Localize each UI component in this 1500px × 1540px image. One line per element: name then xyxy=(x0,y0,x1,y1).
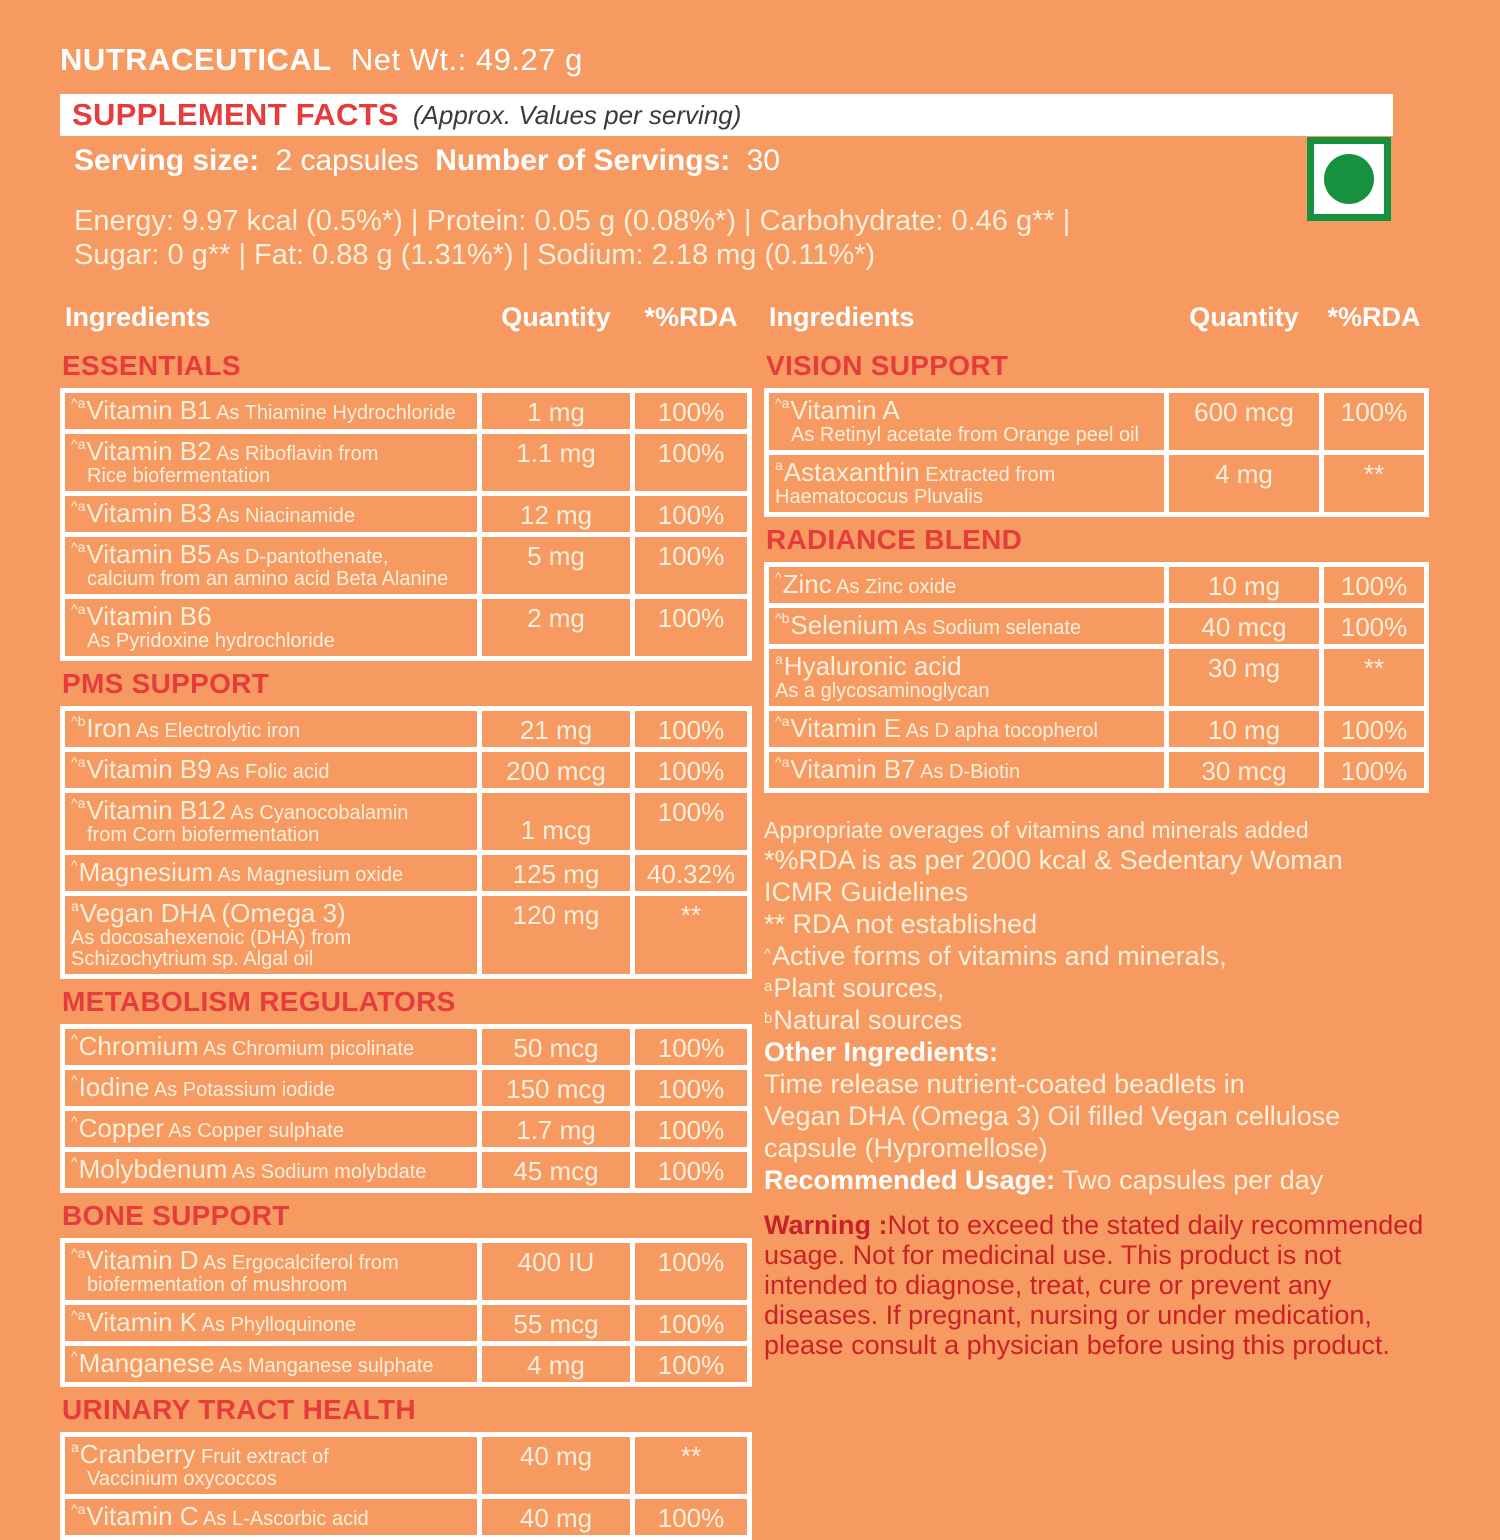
rda-cell: 100% xyxy=(635,711,747,747)
table-row xyxy=(65,1499,747,1535)
rda-cell: 100% xyxy=(1324,608,1424,644)
ingredient-cell xyxy=(65,496,477,532)
quantity-cell: 5 mg xyxy=(482,537,630,594)
header-rda: *%RDA xyxy=(1327,302,1421,332)
table-row xyxy=(65,496,747,532)
rda-cell: 100% xyxy=(635,1499,747,1535)
table-row xyxy=(65,855,747,891)
ingredient-cell xyxy=(65,1152,477,1188)
rda-cell: 40.32% xyxy=(635,855,747,891)
rda-cell: 100% xyxy=(635,1305,747,1341)
table-section xyxy=(764,562,1429,793)
ingredient-cell xyxy=(65,1305,477,1341)
table-row xyxy=(65,393,747,429)
rda-cell: ** xyxy=(1324,455,1424,512)
superscript-marker: ^a xyxy=(71,754,86,770)
section-title: VISION SUPPORT xyxy=(766,350,1009,381)
header-ingredients: Ingredients xyxy=(769,302,915,332)
rda-cell: 100% xyxy=(635,496,747,532)
ingredient-cell xyxy=(769,567,1164,603)
table-row xyxy=(65,599,747,656)
table-row xyxy=(769,393,1424,450)
note-line: Appropriate overages of vitamins and minerals added xyxy=(764,817,1309,843)
ingredient-cell xyxy=(65,1029,477,1065)
table-row xyxy=(65,1346,747,1382)
superscript-marker: ^a xyxy=(71,395,86,411)
superscript-marker: ^b xyxy=(71,713,86,729)
ingredient-name: Vitamin B2 xyxy=(86,436,212,466)
quantity-cell: 125 mg xyxy=(482,855,630,891)
section-title: ESSENTIALS xyxy=(62,350,241,381)
quantity-cell: 4 mg xyxy=(482,1346,630,1382)
table-row xyxy=(65,1437,747,1494)
superscript-marker: ^a xyxy=(71,795,86,811)
ingredient-desc: Fruit extract of xyxy=(195,1446,329,1468)
superscript-marker: ^ xyxy=(71,1348,78,1364)
ingredient-desc-line: biofermentation of mushroom xyxy=(87,1274,348,1296)
table-row xyxy=(65,1029,747,1065)
superscript-marker: ^a xyxy=(775,713,790,729)
warning-text: Not to exceed the stated daily recommended usage. Not for medicinal use. This product is not intended to diagnose, treat, cure or prevent any diseases. If pregnant, nursing or under medication, please consult a physician before using this product. xyxy=(764,1210,1424,1360)
superscript-marker: ^a xyxy=(71,436,86,452)
header-quantity: Quantity xyxy=(501,302,611,332)
quantity-cell: 1.1 mg xyxy=(482,434,630,491)
ingredient-desc: As D apha tocopherol xyxy=(901,720,1098,742)
ingredient-name: Vitamin C xyxy=(86,1501,199,1531)
ingredient-cell xyxy=(65,1070,477,1106)
ingredient-desc: As Folic acid xyxy=(211,761,330,783)
superscript-marker: ^a xyxy=(71,1501,86,1517)
table-section xyxy=(764,388,1429,517)
ingredient-desc: As Riboflavin from xyxy=(211,443,379,465)
left-ingredient-table xyxy=(60,302,752,1540)
ingredient-cell xyxy=(65,1437,477,1494)
serving-size-value: 2 capsules xyxy=(275,144,419,177)
quantity-cell: 1 mcg xyxy=(482,793,630,850)
header-quantity: Quantity xyxy=(1189,302,1299,332)
section-title: RADIANCE BLEND xyxy=(766,524,1023,555)
quantity-cell: 45 mcg xyxy=(482,1152,630,1188)
serving-line xyxy=(60,144,1500,178)
superscript-marker: ^ xyxy=(764,946,772,963)
other-ingredients-line: capsule (Hypromellose) xyxy=(764,1133,1048,1163)
right-table-header xyxy=(764,302,1429,333)
ingredient-name: Hyaluronic acid xyxy=(783,651,962,681)
product-type-label: NUTRACEUTICAL xyxy=(60,42,332,77)
table-row xyxy=(65,793,747,850)
ingredient-desc-line: As Pyridoxine hydrochloride xyxy=(87,630,335,652)
left-table-header xyxy=(60,302,752,333)
other-ingredients-label: Other Ingredients: xyxy=(764,1037,999,1067)
rda-cell: ** xyxy=(635,896,747,974)
quantity-cell: 200 mcg xyxy=(482,752,630,788)
table-row xyxy=(65,752,747,788)
supplement-facts-subtitle: (Approx. Values per serving) xyxy=(412,99,742,130)
ingredient-desc-line: Vaccinium oxycoccos xyxy=(87,1468,277,1490)
recommended-usage-value: Two capsules per day xyxy=(1055,1165,1324,1195)
vegetarian-mark-dot xyxy=(1324,154,1374,204)
ingredient-desc: As Thiamine Hydrochloride xyxy=(211,402,456,424)
superscript-marker: ^ xyxy=(71,857,78,873)
rda-cell: 100% xyxy=(635,1243,747,1300)
ingredient-desc: As L-Ascorbic acid xyxy=(198,1508,369,1530)
superscript-marker: a xyxy=(71,1439,79,1455)
table-section xyxy=(60,1238,752,1387)
ingredient-name: Chromium xyxy=(78,1031,199,1061)
superscript-marker: ^b xyxy=(775,610,790,626)
serving-size-label: Serving size: xyxy=(74,144,260,177)
ingredient-name: Molybdenum xyxy=(78,1154,228,1184)
ingredient-desc-line: calcium from an amino acid Beta Alanine xyxy=(87,568,449,590)
note-line: $^a$Plant sources, xyxy=(764,973,945,1003)
rda-cell: 100% xyxy=(635,793,747,850)
ingredient-cell xyxy=(65,1346,477,1382)
ingredient-desc: As Magnesium oxide xyxy=(212,864,404,886)
quantity-cell: 40 mg xyxy=(482,1499,630,1535)
ingredient-desc-line: Haematococus Pluvalis xyxy=(775,486,983,508)
rda-cell: ** xyxy=(1324,649,1424,706)
servings-count-value: 30 xyxy=(746,144,780,177)
ingredient-desc: Extracted from xyxy=(919,464,1056,486)
table-row xyxy=(769,567,1424,603)
table-section xyxy=(60,1024,752,1193)
ingredient-cell xyxy=(65,1111,477,1147)
warning-paragraph xyxy=(764,1210,1424,1360)
ingredient-desc-line: Schizochytrium sp. Algal oil xyxy=(71,948,314,970)
quantity-cell: 600 mcg xyxy=(1169,393,1319,450)
section-title: METABOLISM REGULATORS xyxy=(62,986,456,1017)
table-row xyxy=(769,649,1424,706)
ingredient-desc: As Manganese sulphate xyxy=(214,1355,434,1377)
rda-footnotes xyxy=(764,817,1429,1036)
ingredient-cell xyxy=(65,537,477,594)
quantity-cell: 40 mg xyxy=(482,1437,630,1494)
ingredient-cell xyxy=(65,599,477,656)
ingredient-desc: As Sodium selenate xyxy=(898,617,1082,639)
superscript-marker: ^a xyxy=(71,1245,86,1261)
footnotes-block xyxy=(764,817,1429,1196)
quantity-cell: 2 mg xyxy=(482,599,630,656)
servings-count-label: Number of Servings: xyxy=(435,144,731,177)
table-row xyxy=(769,711,1424,747)
table-row xyxy=(65,537,747,594)
ingredient-cell xyxy=(769,393,1164,450)
rda-cell: 100% xyxy=(1324,567,1424,603)
section-title: PMS SUPPORT xyxy=(62,668,270,699)
quantity-cell: 400 IU xyxy=(482,1243,630,1300)
ingredient-cell xyxy=(65,793,477,850)
quantity-cell: 1 mg xyxy=(482,393,630,429)
rda-cell: 100% xyxy=(635,599,747,656)
other-ingredients-line: Vegan DHA (Omega 3) Oil filled Vegan cellulose xyxy=(764,1101,1341,1131)
ingredient-name: Vitamin B12 xyxy=(86,795,227,825)
section-title: URINARY TRACT HEALTH xyxy=(62,1394,416,1425)
note-line: *%RDA is as per 2000 kcal & Sedentary Woman xyxy=(764,845,1343,875)
ingredient-desc-line: Rice biofermentation xyxy=(87,465,271,487)
ingredient-desc: As Sodium molybdate xyxy=(227,1161,427,1183)
vegetarian-mark-icon xyxy=(1307,137,1391,221)
superscript-marker: ^ xyxy=(71,1154,78,1170)
rda-cell: 100% xyxy=(1324,393,1424,450)
ingredient-name: Vitamin B6 xyxy=(86,601,212,631)
superscript-marker: ^ xyxy=(71,1113,78,1129)
rda-cell: 100% xyxy=(1324,752,1424,788)
ingredient-name: Vitamin B7 xyxy=(790,754,916,784)
quantity-cell: 12 mg xyxy=(482,496,630,532)
ingredient-name: Magnesium xyxy=(78,857,213,887)
left-table-body xyxy=(60,343,752,1540)
ingredient-name: Vitamin B5 xyxy=(86,539,212,569)
ingredient-name: Vitamin B9 xyxy=(86,754,212,784)
rda-cell: 100% xyxy=(635,537,747,594)
right-ingredient-table xyxy=(764,302,1429,1540)
quantity-cell: 1.7 mg xyxy=(482,1111,630,1147)
rda-cell: 100% xyxy=(635,1070,747,1106)
rda-cell: 100% xyxy=(635,1346,747,1382)
note-line: ^Active forms of vitamins and minerals, xyxy=(764,941,1227,971)
ingredient-desc: As Chromium picolinate xyxy=(198,1038,415,1060)
ingredient-desc-line: As docosahexenoic (DHA) from xyxy=(71,927,352,949)
superscript-marker: a xyxy=(764,978,773,995)
quantity-cell: 40 mcg xyxy=(1169,608,1319,644)
table-section xyxy=(60,388,752,661)
ingredient-cell xyxy=(769,608,1164,644)
quantity-cell: 21 mg xyxy=(482,711,630,747)
header-ingredients: Ingredients xyxy=(65,302,211,332)
warning-label: Warning : xyxy=(764,1210,888,1240)
ingredient-name: Zinc xyxy=(782,569,832,599)
other-ingredients-line: Time release nutrient-coated beadlets in xyxy=(764,1069,1245,1099)
table-row xyxy=(65,1152,747,1188)
superscript-marker: b xyxy=(764,1010,773,1027)
header-rda: *%RDA xyxy=(644,302,738,332)
ingredient-cell xyxy=(65,1499,477,1535)
ingredient-cell xyxy=(65,1243,477,1300)
note-line: ICMR Guidelines xyxy=(764,877,969,907)
net-weight: Net Wt.: 49.27 g xyxy=(350,42,583,77)
ingredient-name: Vitamin E xyxy=(790,713,902,743)
quantity-cell: 55 mcg xyxy=(482,1305,630,1341)
ingredient-cell xyxy=(65,752,477,788)
ingredient-desc: As Phylloquinone xyxy=(197,1314,357,1336)
ingredient-name: Vitamin B1 xyxy=(86,395,212,425)
rda-cell: 100% xyxy=(635,434,747,491)
ingredient-desc: As Electrolytic iron xyxy=(131,720,301,742)
table-row xyxy=(65,434,747,491)
table-row xyxy=(769,455,1424,512)
table-row xyxy=(769,752,1424,788)
superscript-marker: ^ xyxy=(71,1072,78,1088)
quantity-cell: 50 mcg xyxy=(482,1029,630,1065)
rda-cell: 100% xyxy=(635,752,747,788)
quantity-cell: 30 mcg xyxy=(1169,752,1319,788)
right-table-body xyxy=(764,343,1429,793)
rda-cell: ** xyxy=(635,1437,747,1494)
ingredient-cell xyxy=(65,434,477,491)
quantity-cell: 30 mg xyxy=(1169,649,1319,706)
ingredient-desc: As Ergocalciferol from xyxy=(198,1252,399,1274)
ingredient-name: Vitamin B3 xyxy=(86,498,212,528)
superscript-marker: ^a xyxy=(71,601,86,617)
superscript-marker: a xyxy=(71,898,79,914)
superscript-marker: ^a xyxy=(775,395,790,411)
superscript-marker: a xyxy=(775,651,783,667)
brand-line xyxy=(60,42,1500,78)
ingredient-desc: As Cyanocobalamin xyxy=(226,802,409,824)
superscript-marker: ^a xyxy=(71,1307,86,1323)
ingredient-desc: As Potassium iodide xyxy=(149,1079,336,1101)
ingredient-desc-line: As a glycosaminoglycan xyxy=(775,680,990,702)
recommended-usage-label: Recommended Usage: xyxy=(764,1165,1056,1195)
rda-cell: 100% xyxy=(635,1152,747,1188)
ingredient-desc-line: from Corn biofermentation xyxy=(87,824,320,846)
supplement-facts-bar xyxy=(60,94,1393,136)
ingredient-name: Iodine xyxy=(78,1072,150,1102)
rda-cell: 100% xyxy=(635,1111,747,1147)
superscript-marker: a xyxy=(775,457,783,473)
quantity-cell: 150 mcg xyxy=(482,1070,630,1106)
quantity-cell: 10 mg xyxy=(1169,567,1319,603)
macro-nutrition-summary xyxy=(60,204,1500,272)
quantity-cell: 10 mg xyxy=(1169,711,1319,747)
ingredient-name: Selenium xyxy=(790,610,899,640)
superscript-marker: ^a xyxy=(775,754,790,770)
ingredient-desc: As D-pantothenate, xyxy=(211,546,389,568)
quantity-cell: 4 mg xyxy=(1169,455,1319,512)
ingredient-desc: As Niacinamide xyxy=(211,505,356,527)
recommended-usage-line xyxy=(764,1164,1429,1196)
superscript-marker: ^a xyxy=(71,498,86,514)
ingredient-cell xyxy=(65,896,477,974)
other-ingredients-lines xyxy=(764,1068,1429,1164)
supplement-facts-title: SUPPLEMENT FACTS xyxy=(72,97,399,132)
table-row xyxy=(65,711,747,747)
ingredient-name: Cranberry xyxy=(79,1439,196,1469)
ingredient-desc: As Zinc oxide xyxy=(831,576,957,598)
ingredient-cell xyxy=(65,711,477,747)
nutrition-line-2: Sugar: 0 g** | Fat: 0.88 g (1.31%*) | Sodium: 2.18 mg (0.11%*) xyxy=(74,239,876,271)
ingredient-cell xyxy=(769,455,1164,512)
quantity-cell: 120 mg xyxy=(482,896,630,974)
table-row xyxy=(65,1070,747,1106)
rda-cell: 100% xyxy=(635,1029,747,1065)
ingredient-name: Copper xyxy=(78,1113,164,1143)
table-section xyxy=(60,706,752,979)
ingredient-desc: As Copper sulphate xyxy=(163,1120,344,1142)
ingredient-cell xyxy=(769,711,1164,747)
superscript-marker: ^a xyxy=(71,539,86,555)
ingredient-name: Astaxanthin xyxy=(783,457,920,487)
ingredient-desc-line: As Retinyl acetate from Orange peel oil xyxy=(791,424,1139,446)
table-row xyxy=(65,1111,747,1147)
table-row xyxy=(65,1305,747,1341)
ingredient-name: Vitamin K xyxy=(86,1307,198,1337)
note-line: ** RDA not established xyxy=(764,909,1038,939)
superscript-marker: ^ xyxy=(775,569,782,585)
ingredient-cell xyxy=(65,393,477,429)
ingredient-name: Manganese xyxy=(78,1348,215,1378)
ingredient-name: Vitamin A xyxy=(790,395,900,425)
rda-cell: 100% xyxy=(635,393,747,429)
table-row xyxy=(65,1243,747,1300)
section-title: BONE SUPPORT xyxy=(62,1200,290,1231)
table-row xyxy=(65,896,747,974)
nutrition-line-1: Energy: 9.97 kcal (0.5%*) | Protein: 0.05 g (0.08%*) | Carbohydrate: 0.46 g** | xyxy=(74,205,1071,237)
rda-cell: 100% xyxy=(1324,711,1424,747)
ingredient-name: Iron xyxy=(86,713,132,743)
ingredient-columns xyxy=(60,302,1500,1540)
superscript-marker: ^ xyxy=(71,1031,78,1047)
ingredient-cell xyxy=(769,649,1164,706)
table-row xyxy=(769,608,1424,644)
ingredient-name: Vitamin D xyxy=(86,1245,199,1275)
ingredient-name: Vegan DHA (Omega 3) xyxy=(79,898,346,928)
note-line: $^b$Natural sources xyxy=(764,1005,963,1035)
ingredient-cell xyxy=(769,752,1164,788)
ingredient-desc: As D-Biotin xyxy=(915,761,1021,783)
ingredient-cell xyxy=(65,855,477,891)
table-section xyxy=(60,1432,752,1540)
